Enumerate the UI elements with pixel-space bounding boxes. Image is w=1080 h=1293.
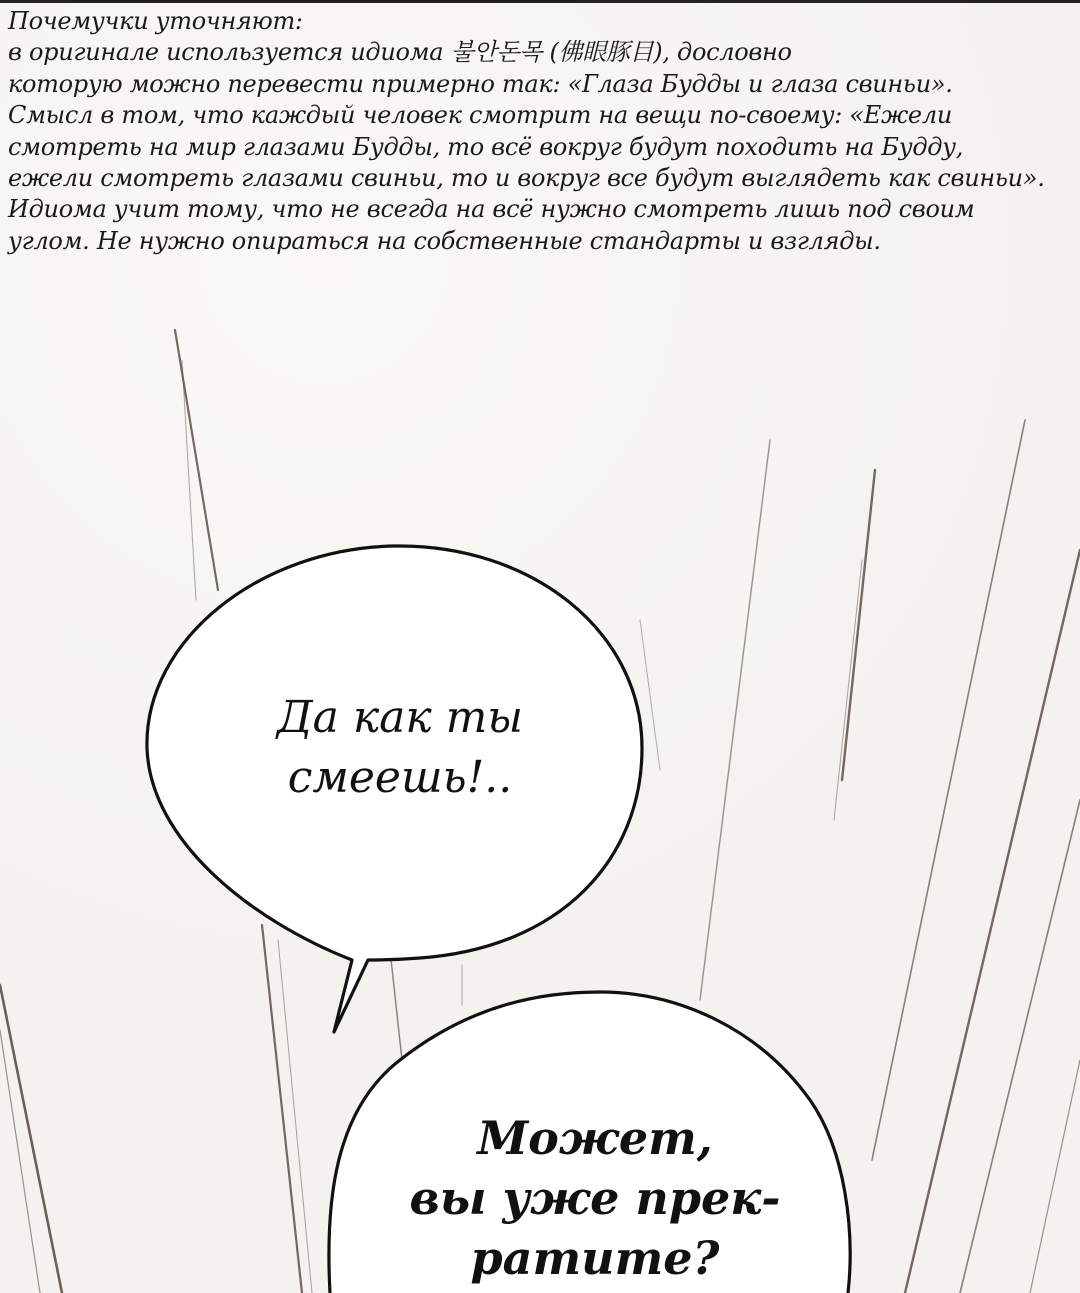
speech-line: вы уже прек- bbox=[409, 1171, 781, 1225]
speech-line: смеешь!.. bbox=[287, 752, 513, 803]
translator-note-line: Смысл в том, что каждый человек смотрит на вещи по-своему: «Ежели bbox=[8, 101, 952, 130]
speed-line bbox=[960, 800, 1080, 1293]
speed-line bbox=[842, 470, 875, 780]
translator-note-line: Идиома учит тому, что не всегда на всё нужно смотреть лишь под своим bbox=[8, 195, 975, 224]
speed-line bbox=[1030, 1060, 1080, 1293]
speech-bubble-2-text bbox=[400, 1108, 790, 1288]
speech-line: Может, bbox=[477, 1111, 713, 1165]
translator-note bbox=[8, 6, 1068, 257]
speech-line: Да как ты bbox=[276, 692, 524, 743]
speed-line bbox=[0, 985, 62, 1293]
speech-line: ратите? bbox=[470, 1231, 720, 1285]
speed-line bbox=[182, 360, 196, 600]
speed-line bbox=[175, 330, 218, 590]
translator-note-line: ежели смотреть глазами свиньи, то и вокруг все будут выглядеть как свиньи». bbox=[8, 164, 1045, 193]
translator-note-line: которую можно перевести примерно так: «Глаза Будды и глаза свиньи». bbox=[8, 69, 953, 98]
translator-note-line: смотреть на мир глазами Будды, то всё вокруг будут походить на Будду, bbox=[8, 132, 964, 161]
translator-note-line: углом. Не нужно опираться на собственные стандарты и взгляды. bbox=[8, 226, 881, 255]
speed-line bbox=[0, 1030, 40, 1293]
speed-line bbox=[834, 560, 862, 820]
translator-note-line: Почемучки уточняют: bbox=[8, 7, 303, 35]
speech-bubble-1-text bbox=[230, 688, 570, 808]
speed-line bbox=[390, 950, 402, 1060]
speed-line bbox=[700, 440, 770, 1000]
translator-note-line: в оригинале используется идиома 불안돈목 (佛眼豚目), дословно bbox=[8, 38, 792, 67]
speed-line bbox=[872, 420, 1025, 1160]
